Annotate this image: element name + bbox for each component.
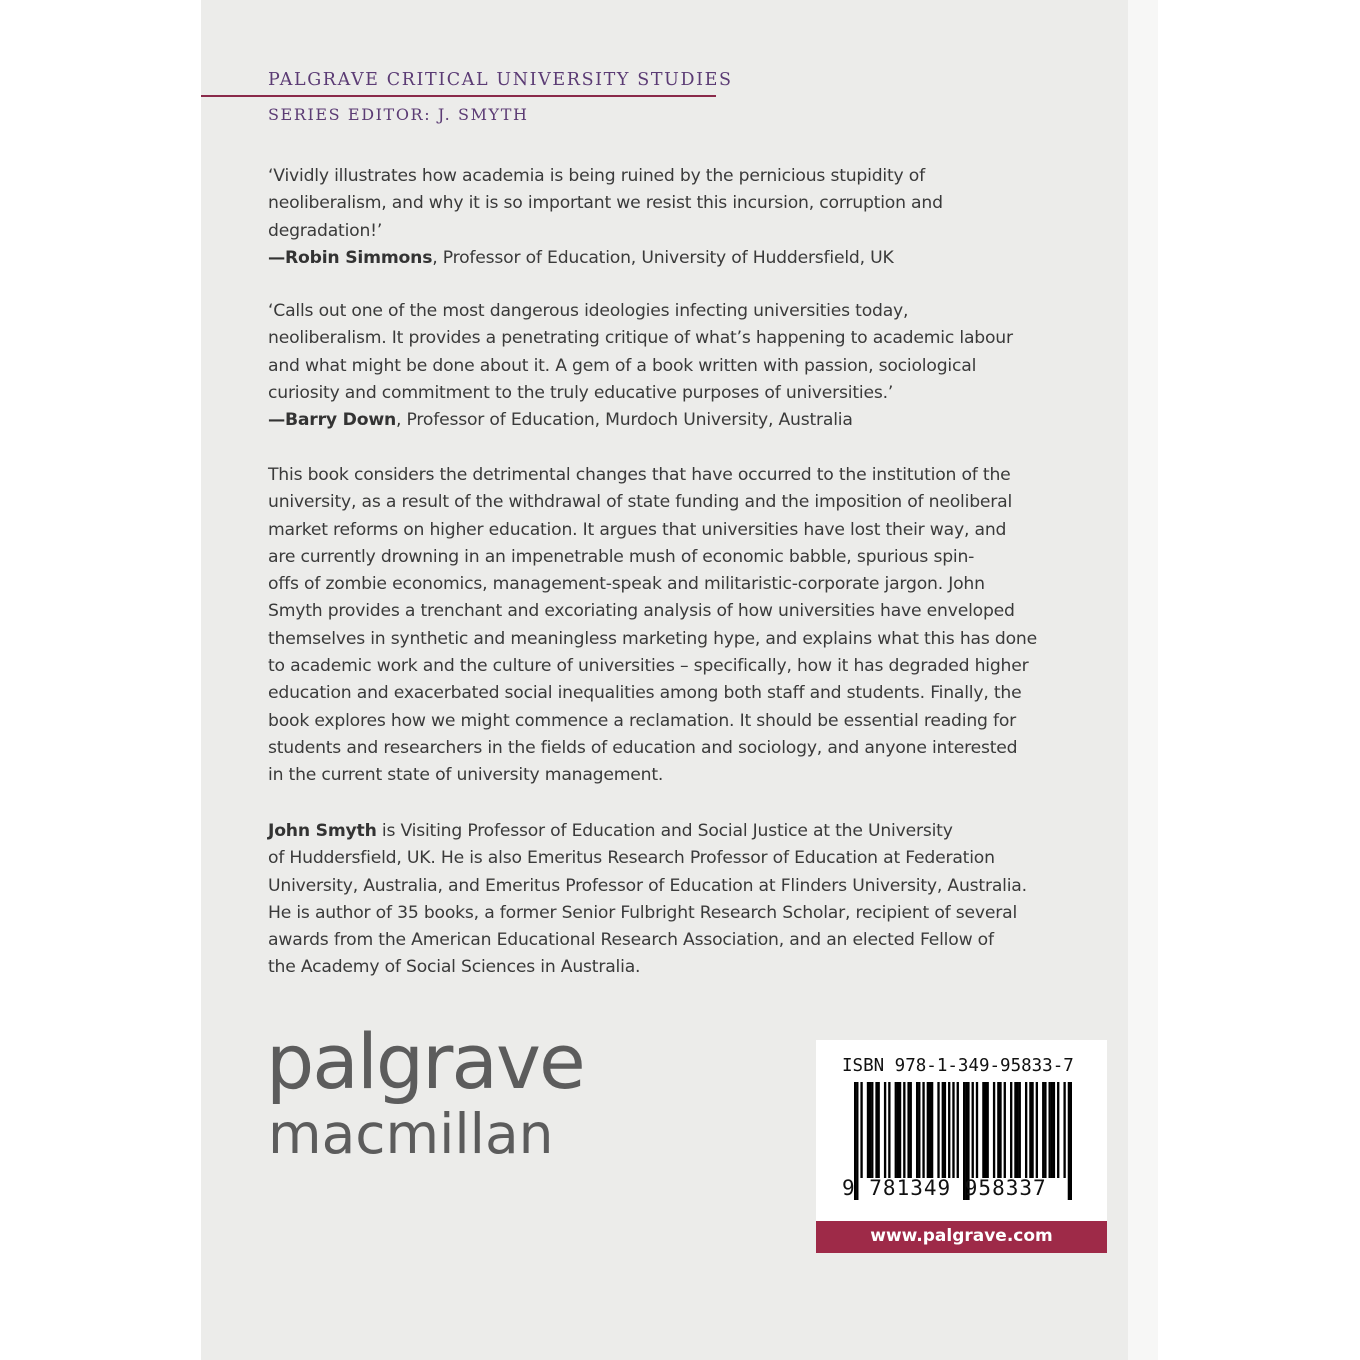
author-name: Robin Simmons <box>285 247 433 268</box>
description-line: education and exacerbated social inequalities among both staff and students. Finally, the <box>268 683 1022 704</box>
quote-line: ‘Calls out one of the most dangerous ideologies infecting universities today, <box>268 301 909 321</box>
barcode-bar <box>1025 1082 1027 1178</box>
publisher-url: www.palgrave.com <box>816 1221 1107 1253</box>
description-line: in the current state of university management. <box>268 765 664 786</box>
barcode-bar <box>918 1082 920 1178</box>
bio-line: awards from the American Educational Research Association, and an elected Fellow of <box>268 930 994 951</box>
book-description <box>268 462 1048 790</box>
barcode-bar <box>1044 1082 1046 1178</box>
barcode-bar <box>907 1082 909 1178</box>
barcode-bar <box>952 1082 954 1178</box>
barcode-bar <box>888 1082 890 1178</box>
quote-1 <box>268 163 1048 272</box>
description-line: book explores how we might commence a reclamation. It should be essential reading for <box>268 710 1017 731</box>
barcode-bar <box>1031 1082 1033 1178</box>
barcode-bar <box>1004 1082 1006 1178</box>
barcode-bar <box>999 1082 1001 1178</box>
barcode-bar <box>1070 1082 1072 1200</box>
quote-line: curiosity and commitment to the truly educative purposes of universities.’ <box>268 382 894 403</box>
description-line: to academic work and the culture of universities – specifically, how it has degraded higher <box>268 656 1029 677</box>
description-line: university, as a result of the withdrawal of state funding and the imposition of neoliberal <box>268 492 1013 513</box>
quote-line: neoliberalism, and why it is so important we resist this incursion, corruption and <box>268 193 943 214</box>
barcode-bar <box>1063 1082 1065 1178</box>
author-affiliation: , Professor of Education, Murdoch University, Australia <box>396 410 853 431</box>
publisher-logo <box>266 1017 584 1166</box>
barcode-bar <box>1036 1082 1038 1178</box>
cover-edge <box>1128 0 1158 1360</box>
bio-line <box>268 818 1048 845</box>
barcode-bar <box>869 1082 871 1178</box>
description-line: themselves in synthetic and meaningless marketing hype, and explains what this has done <box>268 628 1037 649</box>
description-line: students and researchers in the fields of education and sociology, and anyone interested <box>268 737 1018 758</box>
barcode-bar <box>997 1082 999 1178</box>
quote-2 <box>268 298 1048 434</box>
quote-line: and what might be done about it. A gem of a book written with passion, sociological <box>268 355 977 376</box>
author-affiliation: , Professor of Education, University of Huddersfield, UK <box>432 247 894 268</box>
barcode-bar <box>976 1082 978 1178</box>
logo-palgrave: palgrave <box>266 1017 584 1106</box>
bio-line-rest: is Visiting Professor of Education and Social Justice at the University <box>376 821 953 841</box>
barcode-bar <box>948 1082 950 1178</box>
bio-line: He is author of 35 books, a former Senior Fulbright Research Scholar, recipient of several <box>268 902 1018 923</box>
barcode-bar <box>937 1082 939 1178</box>
quote-line: neoliberalism. It provides a penetrating critique of what’s happening to academic labour <box>268 328 1013 349</box>
barcode-bar <box>944 1082 946 1178</box>
series-rule <box>201 95 716 97</box>
series-editor: SERIES EDITOR: J. SMYTH <box>268 105 529 124</box>
bio-author-name: John Smyth <box>268 821 377 841</box>
barcode-bar <box>1053 1082 1055 1178</box>
barcode-bar <box>878 1082 880 1178</box>
description-line: offs of zombie economics, management-speak and militaristic-corporate jargon. John <box>268 574 985 595</box>
barcode-bar <box>916 1082 918 1178</box>
attribution-author <box>268 248 432 268</box>
barcode-bar <box>884 1082 886 1178</box>
barcode-bar <box>903 1082 905 1178</box>
barcode-bar <box>1014 1082 1016 1178</box>
barcode-bar <box>910 1082 912 1178</box>
barcode-bar <box>1051 1082 1053 1178</box>
author-name: Barry Down <box>285 410 397 431</box>
attribution-dash: — <box>268 410 285 431</box>
barcode-digits: 9 781349 958337 <box>842 1176 1047 1200</box>
quote-line: ‘Vividly illustrates how academia is being ruined by the pernicious stupidity of <box>268 166 925 186</box>
description-line: market reforms on higher education. It argues that universities have lost their way, and <box>268 519 1007 540</box>
barcode-bar <box>1019 1082 1021 1178</box>
barcode-bar <box>1016 1082 1018 1178</box>
quote-attribution <box>268 407 1048 434</box>
barcode-bar <box>1042 1082 1044 1178</box>
quote-attribution <box>268 245 1048 272</box>
description-line: are currently drowning in an impenetrable mush of economic babble, spurious spin- <box>268 546 975 567</box>
description-line: Smyth provides a trenchant and excoriating analysis of how universities have enveloped <box>268 601 1015 622</box>
barcode-bar <box>957 1082 959 1178</box>
barcode-bar <box>993 1082 995 1178</box>
quote-line: degradation!’ <box>268 220 383 241</box>
barcode-bar <box>942 1082 944 1178</box>
barcode-bar <box>1068 1082 1070 1200</box>
barcode-bar <box>929 1082 931 1178</box>
barcode-bar <box>871 1082 873 1178</box>
barcode-bar <box>982 1082 984 1178</box>
barcode-bar <box>922 1082 924 1178</box>
barcode-bar <box>984 1082 986 1178</box>
barcode-bar <box>895 1082 897 1178</box>
barcode-bar <box>1010 1082 1012 1178</box>
barcode-bar <box>897 1082 899 1178</box>
barcode-bar <box>972 1082 974 1178</box>
barcode-bar <box>899 1082 901 1178</box>
barcode-bar <box>1029 1082 1031 1178</box>
barcode-bar <box>867 1082 869 1178</box>
bio-line: of Huddersfield, UK. He is also Emeritus Research Professor of Education at Federation <box>268 848 995 869</box>
attribution-author <box>268 410 396 430</box>
isbn-label: ISBN 978-1-349-95833-7 <box>842 1056 1074 1076</box>
barcode-bar <box>1048 1082 1050 1178</box>
barcode-bar <box>860 1082 862 1178</box>
author-bio <box>268 818 1048 982</box>
bio-line: University, Australia, and Emeritus Professor of Education at Flinders University, Australia. <box>268 875 1027 896</box>
barcode-bar <box>987 1082 989 1178</box>
barcode-bar <box>931 1082 933 1178</box>
isbn-barcode-box <box>816 1040 1107 1221</box>
barcode-bar <box>927 1082 929 1178</box>
logo-macmillan: macmillan <box>268 1102 554 1166</box>
bio-line: the Academy of Social Sciences in Australia. <box>268 957 641 978</box>
attribution-dash: — <box>268 247 285 268</box>
barcode-bar <box>875 1082 877 1178</box>
series-title: PALGRAVE CRITICAL UNIVERSITY STUDIES <box>268 70 733 90</box>
description-line: This book considers the detrimental changes that have occurred to the institution of the <box>268 465 1011 485</box>
barcode-bar <box>1057 1082 1059 1178</box>
